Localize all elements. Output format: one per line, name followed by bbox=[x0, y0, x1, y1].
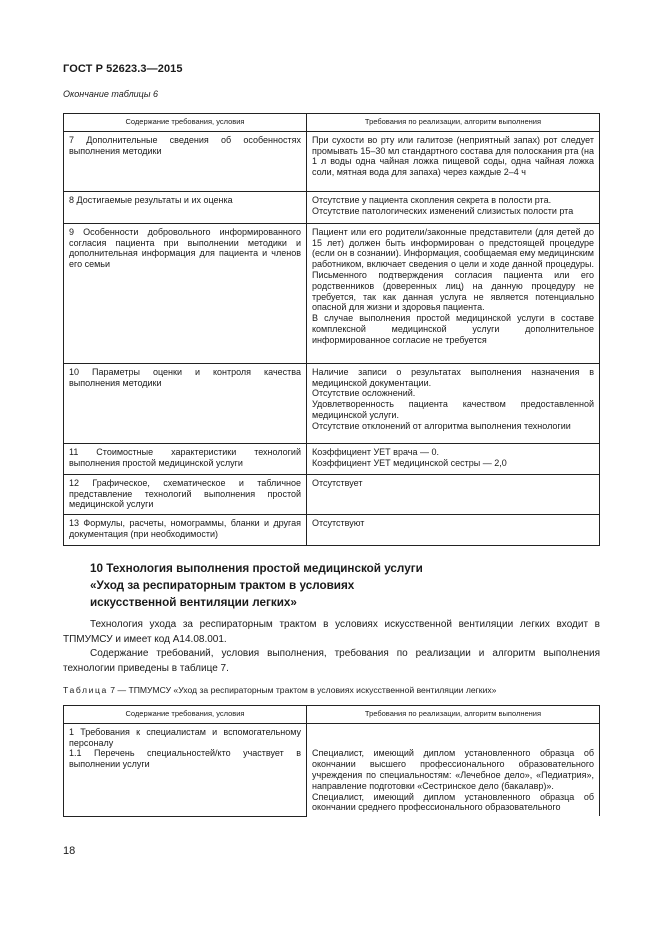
algorithm-cell bbox=[307, 223, 600, 363]
column-header-requirement: Содержание требования, условия bbox=[64, 706, 307, 724]
cell-text: В случае выполнения простой медицинской услуги в составе комплексной медицинской услуги дополнительное информированное согласие не требуется bbox=[312, 313, 594, 345]
caption-text: 7 — ТПМУМСУ «Уход за респираторным трактом в условиях искусственной вентиляции легких» bbox=[110, 685, 497, 695]
cell-text: Коэффициент УЕТ медицинской сестры — 2,0 bbox=[312, 457, 507, 468]
algorithm-cell bbox=[307, 191, 600, 223]
table-6 bbox=[63, 113, 600, 546]
table-header-row bbox=[64, 114, 600, 132]
cell-text: Отсутствуют bbox=[312, 517, 365, 528]
table-row bbox=[64, 191, 600, 223]
requirement-cell: 8 Достигаемые результаты и их оценка bbox=[64, 191, 307, 223]
table-7 bbox=[63, 705, 600, 817]
table-row bbox=[64, 223, 600, 363]
column-header-algorithm: Требования по реализации, алгоритм выполнения bbox=[307, 114, 600, 132]
caption-word: Таблица bbox=[63, 685, 108, 695]
cell-text: 1 Требования к специалистам и вспомогательному персоналу bbox=[69, 726, 301, 748]
cell-text: Удовлетворенность пациента качеством предоставленной медицинской услуги. bbox=[312, 399, 594, 420]
algorithm-cell bbox=[307, 514, 600, 545]
cell-text: 1.1 Перечень специальностей/кто участвует в выполнении услуги bbox=[69, 748, 301, 770]
section-heading-line: «Уход за респираторным трактом в условиях bbox=[90, 579, 355, 592]
requirement-cell: 12 Графическое, схематическое и табличное представление технологий выполнения простой медицинской услуги bbox=[64, 474, 307, 514]
table-row bbox=[64, 443, 600, 474]
cell-text: Отсутствие у пациента скопления секрета в полости рта. bbox=[312, 194, 552, 205]
body-paragraph bbox=[63, 617, 600, 647]
algorithm-cell bbox=[307, 131, 600, 191]
table-row bbox=[64, 131, 600, 191]
table-7-caption bbox=[63, 685, 496, 695]
algorithm-cell bbox=[307, 723, 600, 816]
page-number: 18 bbox=[63, 845, 76, 857]
requirement-cell: 9 Особенности добровольного информированного согласия пациента при выполнении методики и дополнительная информация для пациента и членов его семьи bbox=[64, 223, 307, 363]
table-row bbox=[64, 474, 600, 514]
table-row bbox=[64, 723, 600, 816]
cell-text: Коэффициент УЕТ врача — 0. bbox=[312, 446, 439, 457]
paragraph-text: Технология ухода за респираторным трактом в условиях искусственной вентиляции легких входит в ТПМУМСУ и имеет код А14.08.001. bbox=[63, 619, 600, 645]
paragraph-text: Содержание требований, условия выполнения, требования по реализации и алгоритм выполнения технологии приведены в таблице 7. bbox=[63, 648, 600, 674]
cell-text: Специалист, имеющий диплом установленного образца об окончании среднего профессионального образовательного bbox=[312, 791, 594, 813]
section-10-heading bbox=[90, 560, 423, 611]
cell-text: Отсутствие осложнений. bbox=[312, 388, 416, 399]
requirement-cell bbox=[64, 723, 307, 816]
algorithm-cell bbox=[307, 474, 600, 514]
document-code-header: ГОСТ Р 52623.3—2015 bbox=[63, 63, 183, 75]
table-header-row bbox=[64, 706, 600, 724]
section-heading-line: 10 Технология выполнения простой медицинской услуги bbox=[90, 562, 423, 575]
requirement-cell: 10 Параметры оценки и контроля качества выполнения методики bbox=[64, 363, 307, 443]
cell-text: Отсутствие патологических изменений слизистых полости рта bbox=[312, 205, 574, 216]
algorithm-cell bbox=[307, 443, 600, 474]
cell-text: Отсутствие отклонений от алгоритма выполнения технологии bbox=[312, 420, 571, 431]
section-heading-line: искусственной вентиляции легких» bbox=[90, 596, 297, 609]
table-row bbox=[64, 514, 600, 545]
cell-text: Пациент или его родители/законные представители (для детей до 15 лет) должен быть информирован о предстоящей процедуре (если он в сознании). Информация, сообщаемая ему медицинским работником, включает сведения о цели и ходе данной процедуры. Письменного подтверждения согласия пациента или его родственников (доверенных лиц) на данную процедуру не требуется, так как данная услуга не является потенциально опасной для жизни и здоровья пациента. bbox=[312, 226, 594, 313]
table-row bbox=[64, 363, 600, 443]
cell-text: Наличие записи о результатах выполнения назначения в медицинской документации. bbox=[312, 366, 594, 388]
cell-text: Специалист, имеющий диплом установленного образца об окончании высшего профессионального образовательного учреждения по специальностям: «Лечебное дело», «Педиатрия», направление подготовки «Сестринское дело (бакалавр)». bbox=[312, 748, 594, 791]
algorithm-cell bbox=[307, 363, 600, 443]
requirement-cell: 11 Стоимостные характеристики технологий выполнения простой медицинской услуги bbox=[64, 443, 307, 474]
cell-text: При сухости во рту или галитозе (неприятный запах) рот следует промывать 15–30 мл стандартного состава для полоскания рта (на 1 л воды одна чайная ложка пищевой соды, одна чайная ложка соли, мятная вода для запаха) через каждые 2–4 ч bbox=[312, 134, 594, 178]
cell-text: Отсутствует bbox=[312, 477, 363, 488]
requirement-cell: 13 Формулы, расчеты, номограммы, бланки и другая документация (при необходимости) bbox=[64, 514, 307, 545]
column-header-requirement: Содержание требования, условия bbox=[64, 114, 307, 132]
column-header-algorithm: Требования по реализации, алгоритм выполнения bbox=[307, 706, 600, 724]
table-continuation-label: Окончание таблицы 6 bbox=[63, 89, 158, 99]
body-paragraph bbox=[63, 646, 600, 676]
requirement-cell: 7 Дополнительные сведения об особенностях выполнения методики bbox=[64, 131, 307, 191]
